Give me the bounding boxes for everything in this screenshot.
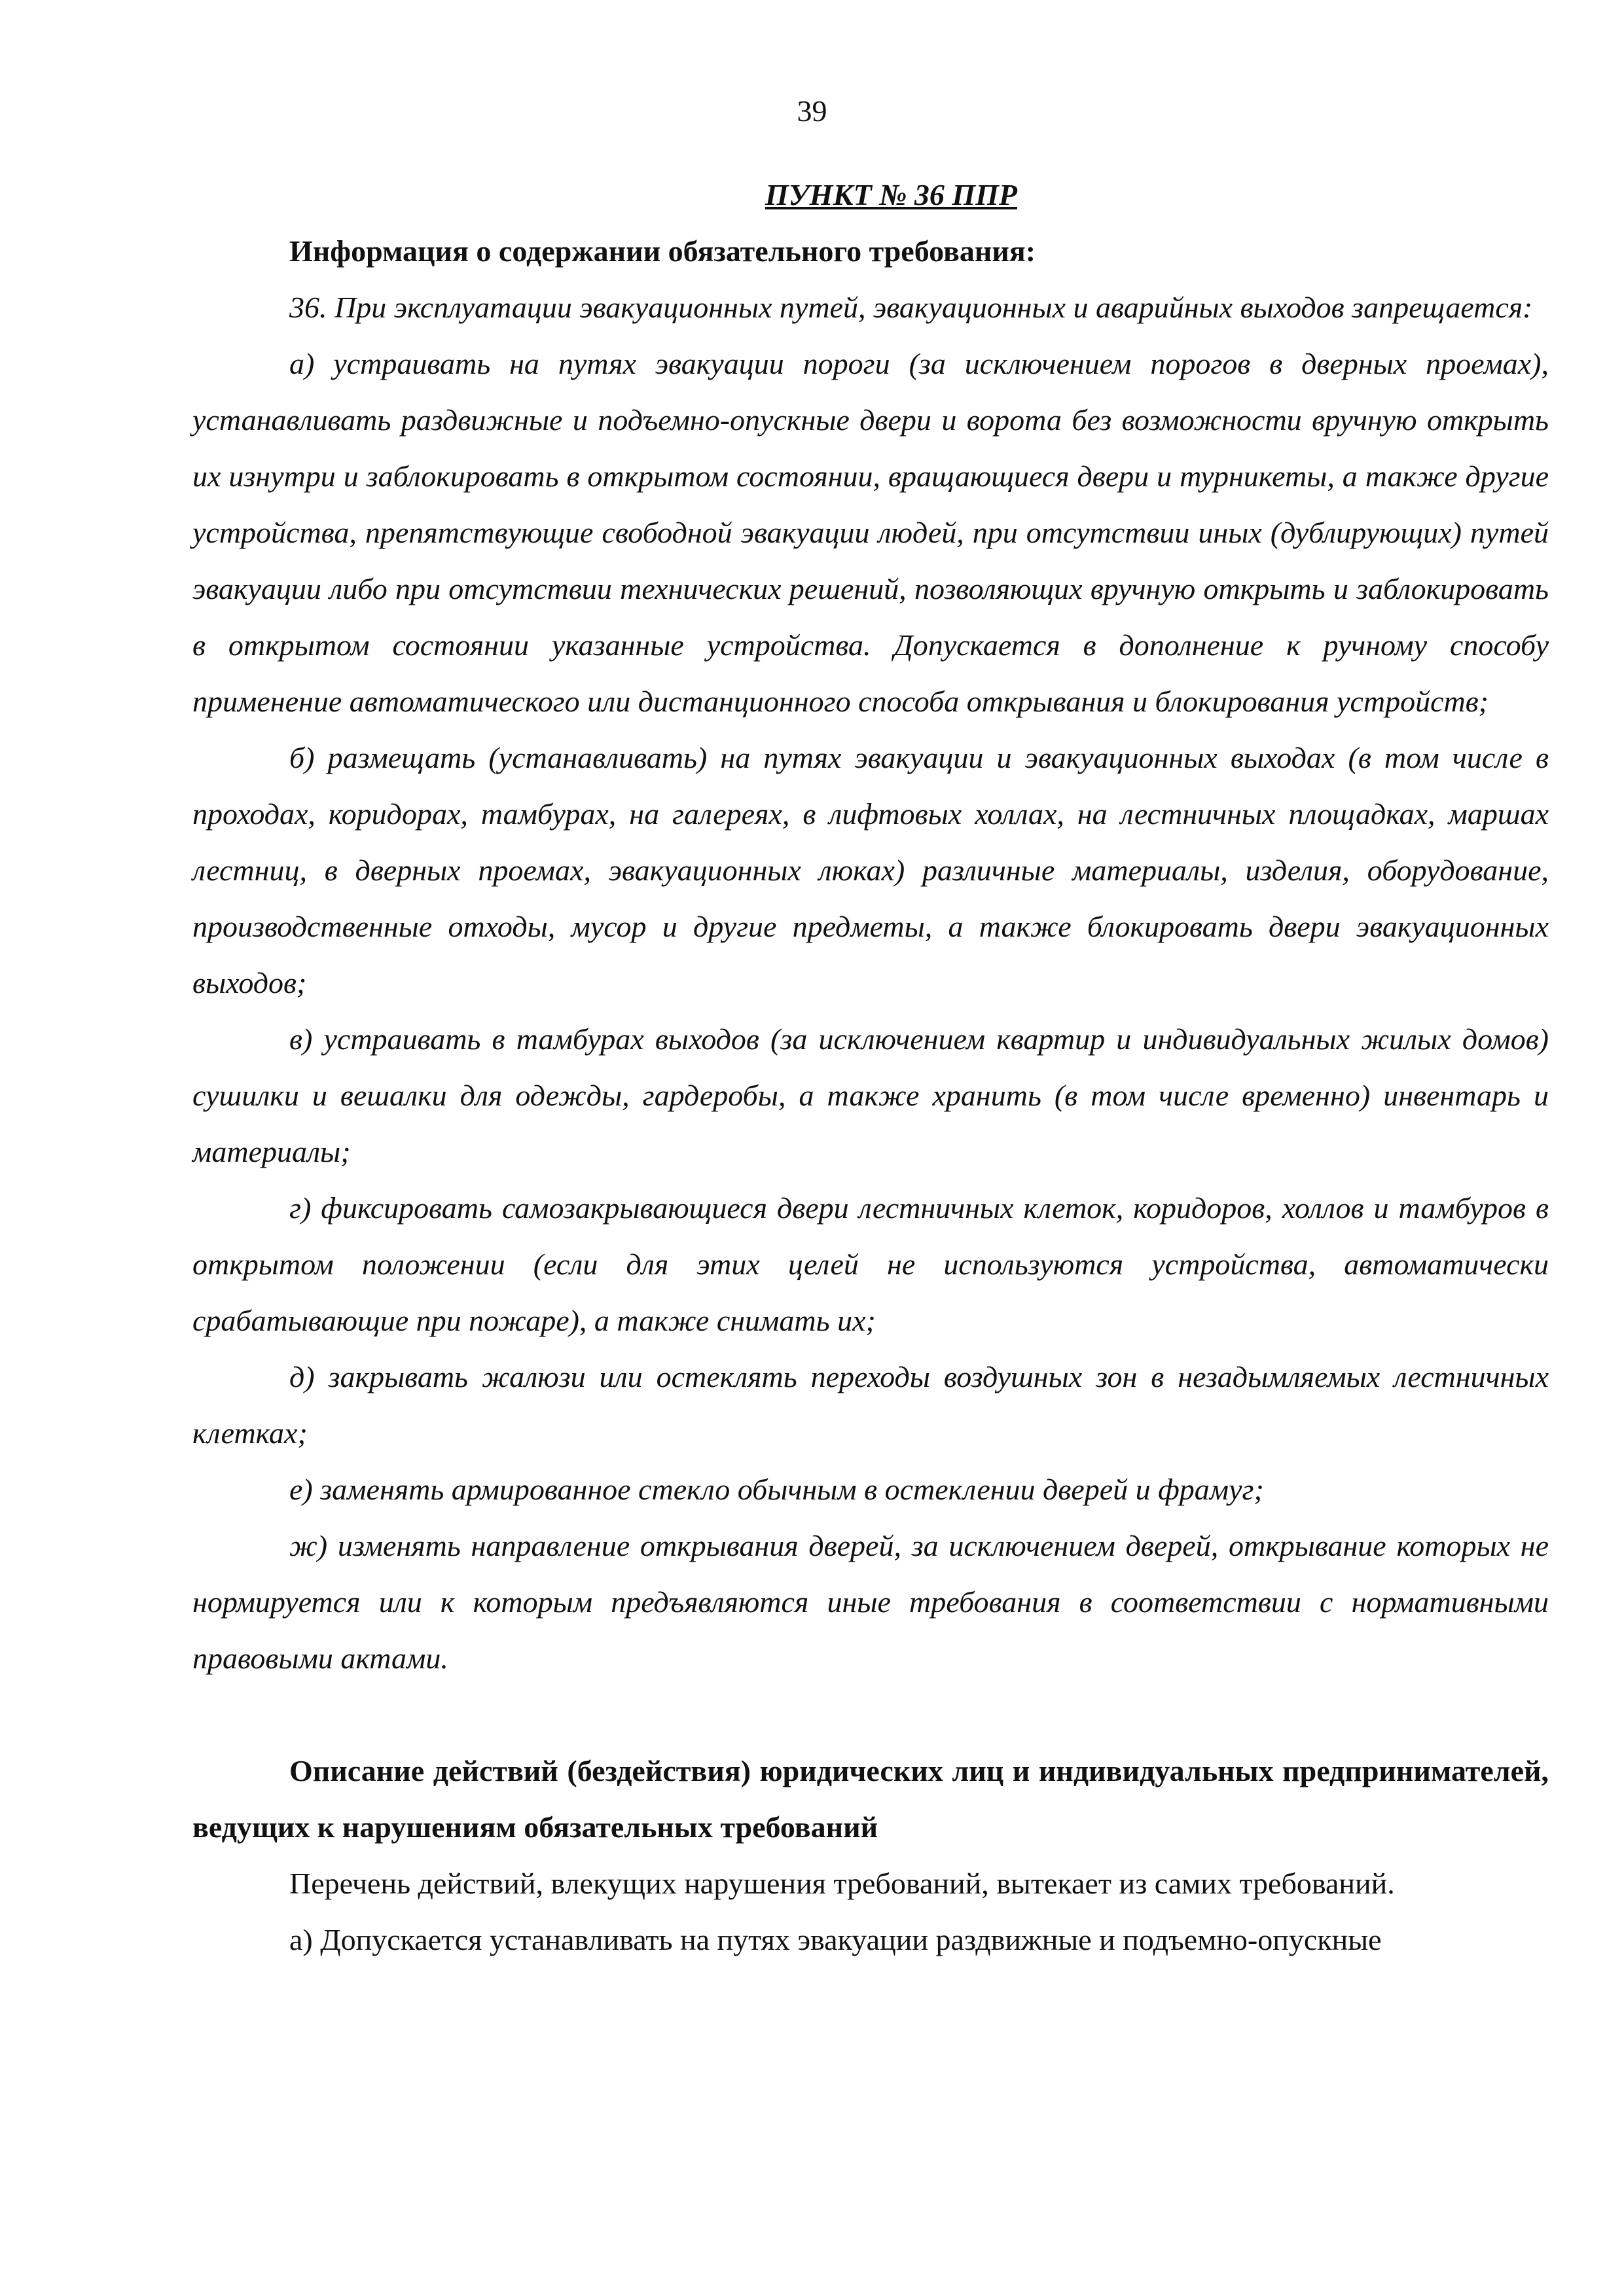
page-content (192, 167, 1549, 1968)
page-number: 39 (797, 94, 827, 128)
requirement-item-zh: ж) изменять направление открывания дверей, за исключением дверей, открывание которых не нормируется или к которым предъявляются иные требования в соответствии с нормативными правовыми актами. (192, 1529, 1549, 1675)
actions-intro: Перечень действий, влекущих нарушения требований, вытекает из самих требований. (289, 1867, 1395, 1900)
requirement-item-e: е) заменять армированное стекло обычным в остеклении дверей и фрамуг; (289, 1473, 1264, 1506)
actions-heading: Описание действий (бездействия) юридических лиц и индивидуальных предпринимателей, ведущих к нарушениям обязательных требований (192, 1754, 1549, 1844)
requirement-item-a: а) устраивать на путях эвакуации пороги (за исключением порогов в дверных проемах), устанавливать раздвижные и подъемно-опускные двери и ворота без возможности вручную открыть их изнутри и заблокировать в открытом состоянии, вращающиеся двери и турникеты, а также другие устройства, препятствующие свободной эвакуации людей, при отсутствии иных (дублирующих) путей эвакуации либо при отсутствии технических решений, позволяющих вручную открыть и заблокировать в открытом состоянии указанные устройства. Допускается в дополнение к ручному способу применение автоматического или дистанционного способа открывания и блокирования устройств; (192, 347, 1549, 718)
info-heading: Информация о содержании обязательного требования: (289, 234, 1036, 268)
requirement-item-b: б) размещать (устанавливать) на путях эвакуации и эвакуационных выходах (в том числе в проходах, коридорах, тамбурах, на галереях, в лифтовых холлах, на лестничных площадках, маршах лестниц, в дверных проемах, эвакуационных люках) различные материалы, изделия, оборудование, производственные отходы, мусор и другие предметы, а также блокировать двери эвакуационных выходов; (192, 741, 1549, 999)
requirement-item-d: д) закрывать жалюзи или остеклять переходы воздушных зон в незадымляемых лестничных клетках; (192, 1360, 1549, 1450)
requirement-item-g: г) фиксировать самозакрывающиеся двери лестничных клеток, коридоров, холлов и тамбуров в открытом положении (если для этих целей не используются устройства, автоматически срабатывающие при пожаре), а также снимать их; (192, 1191, 1549, 1337)
section-spacer (192, 1687, 1549, 1743)
section-heading: ПУНКТ № 36 ППР (765, 178, 1017, 211)
actions-item-a: а) Допускается устанавливать на путях эвакуации раздвижные и подъемно-опускные (289, 1923, 1382, 1956)
requirement-item-v: в) устраивать в тамбурах выходов (за исключением квартир и индивидуальных жилых домов) сушилки и вешалки для одежды, гардеробы, а также хранить (в том числе временно) инвентарь и материалы; (192, 1022, 1549, 1168)
requirement-intro: 36. При эксплуатации эвакуационных путей, эвакуационных и аварийных выходов запрещается: (289, 291, 1533, 324)
